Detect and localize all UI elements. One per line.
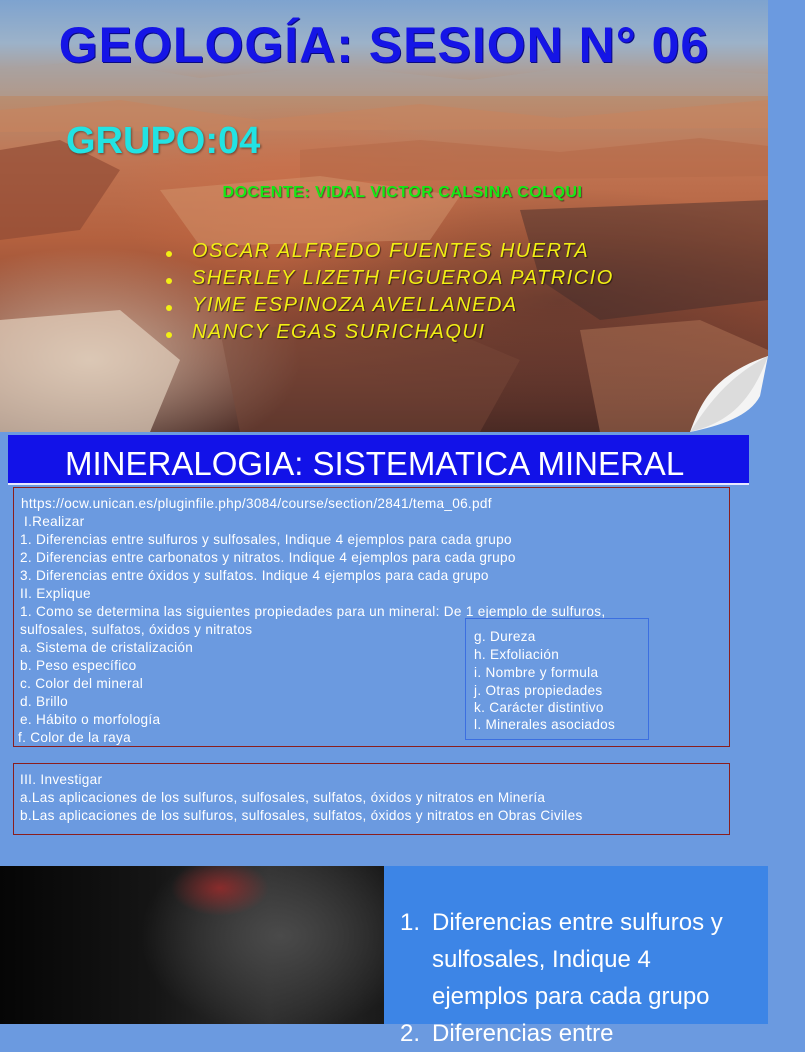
group-label: GRUPO:04 [66, 120, 261, 162]
list-text: Diferencias entre [432, 1020, 614, 1047]
section-header: MINERALOGIA: SISTEMATICA MINERAL [8, 435, 749, 485]
photo-panel [0, 866, 384, 1024]
section-heading: III. Investigar [20, 772, 103, 787]
property-item: l. Minerales asociados [474, 717, 616, 732]
investigate-box [13, 763, 730, 835]
source-link[interactable]: https://ocw.unican.es/pluginfile.php/3084/course/section/2841/tema_06.pdf [21, 496, 492, 511]
member-name: NANCY EGAS SURICHAQUI [192, 321, 486, 343]
member-item [166, 267, 614, 294]
assignment-slide [0, 432, 768, 838]
numbered-list [400, 904, 752, 1052]
bullet-icon [166, 251, 172, 257]
property-item: d. Brillo [20, 694, 69, 709]
bullet-icon [166, 278, 172, 284]
task-item: 2. Diferencias entre carbonatos y nitratos. Indique 4 ejemplos para cada grupo [20, 550, 516, 565]
property-item: k. Carácter distintivo [474, 700, 604, 715]
member-name: YIME ESPINOZA AVELLANEDA [192, 294, 518, 316]
property-item: i. Nombre y formula [474, 665, 599, 680]
property-item: h. Exfoliación [474, 647, 560, 662]
bullet-icon [166, 305, 172, 311]
list-number: 2. [400, 1020, 421, 1047]
members-list [166, 240, 614, 348]
property-item: f. Color de la raya [18, 730, 131, 745]
list-text: Diferencias entre sulfuros y sulfosales, Indique 4 ejemplos para cada grupo [432, 909, 723, 1010]
list-item [400, 1015, 752, 1052]
properties-box [465, 618, 649, 740]
task-item: 1. Diferencias entre sulfuros y sulfosales, Indique 4 ejemplos para cada grupo [20, 532, 512, 547]
explain-text: sulfosales, sulfatos, óxidos y nitratos [20, 622, 253, 637]
investigate-item: b.Las aplicaciones de los sulfuros, sulfosales, sulfatos, óxidos y nitratos en Obras Civiles [20, 808, 583, 823]
member-item [166, 321, 614, 348]
member-name: OSCAR ALFREDO FUENTES HUERTA [192, 240, 590, 262]
explain-text: 1. Como se determina las siguientes propiedades para un mineral: De 1 ejemplo de sulfuros, [20, 604, 606, 619]
member-item [166, 240, 614, 267]
task-item: 3. Diferencias entre óxidos y sulfatos. Indique 4 ejemplos para cada grupo [20, 568, 489, 583]
property-item: e. Hábito o morfología [20, 712, 161, 727]
list-number: 1. [400, 909, 421, 936]
slide-title: GEOLOGÍA: SESION N° 06 [58, 17, 710, 73]
text-panel [384, 866, 768, 1047]
member-name: SHERLEY LIZETH FIGUEROA PATRICIO [192, 267, 614, 289]
member-item [166, 294, 614, 321]
teacher-name: DOCENTE: VIDAL VICTOR CALSINA COLQUI [222, 184, 583, 201]
bullet-icon [166, 332, 172, 338]
property-item: b. Peso específico [20, 658, 137, 673]
section-heading: II. Explique [20, 586, 91, 601]
page-curl-icon [690, 356, 768, 432]
title-slide [0, 0, 768, 432]
content-slide [0, 866, 768, 1047]
property-item: a. Sistema de cristalización [20, 640, 194, 655]
section-heading: I.Realizar [24, 514, 85, 529]
property-item: j. Otras propiedades [474, 683, 603, 698]
property-item: c. Color del mineral [20, 676, 144, 691]
list-item [400, 904, 752, 1015]
investigate-item: a.Las aplicaciones de los sulfuros, sulfosales, sulfatos, óxidos y nitratos en Minería [20, 790, 546, 805]
property-item: g. Dureza [474, 629, 536, 644]
